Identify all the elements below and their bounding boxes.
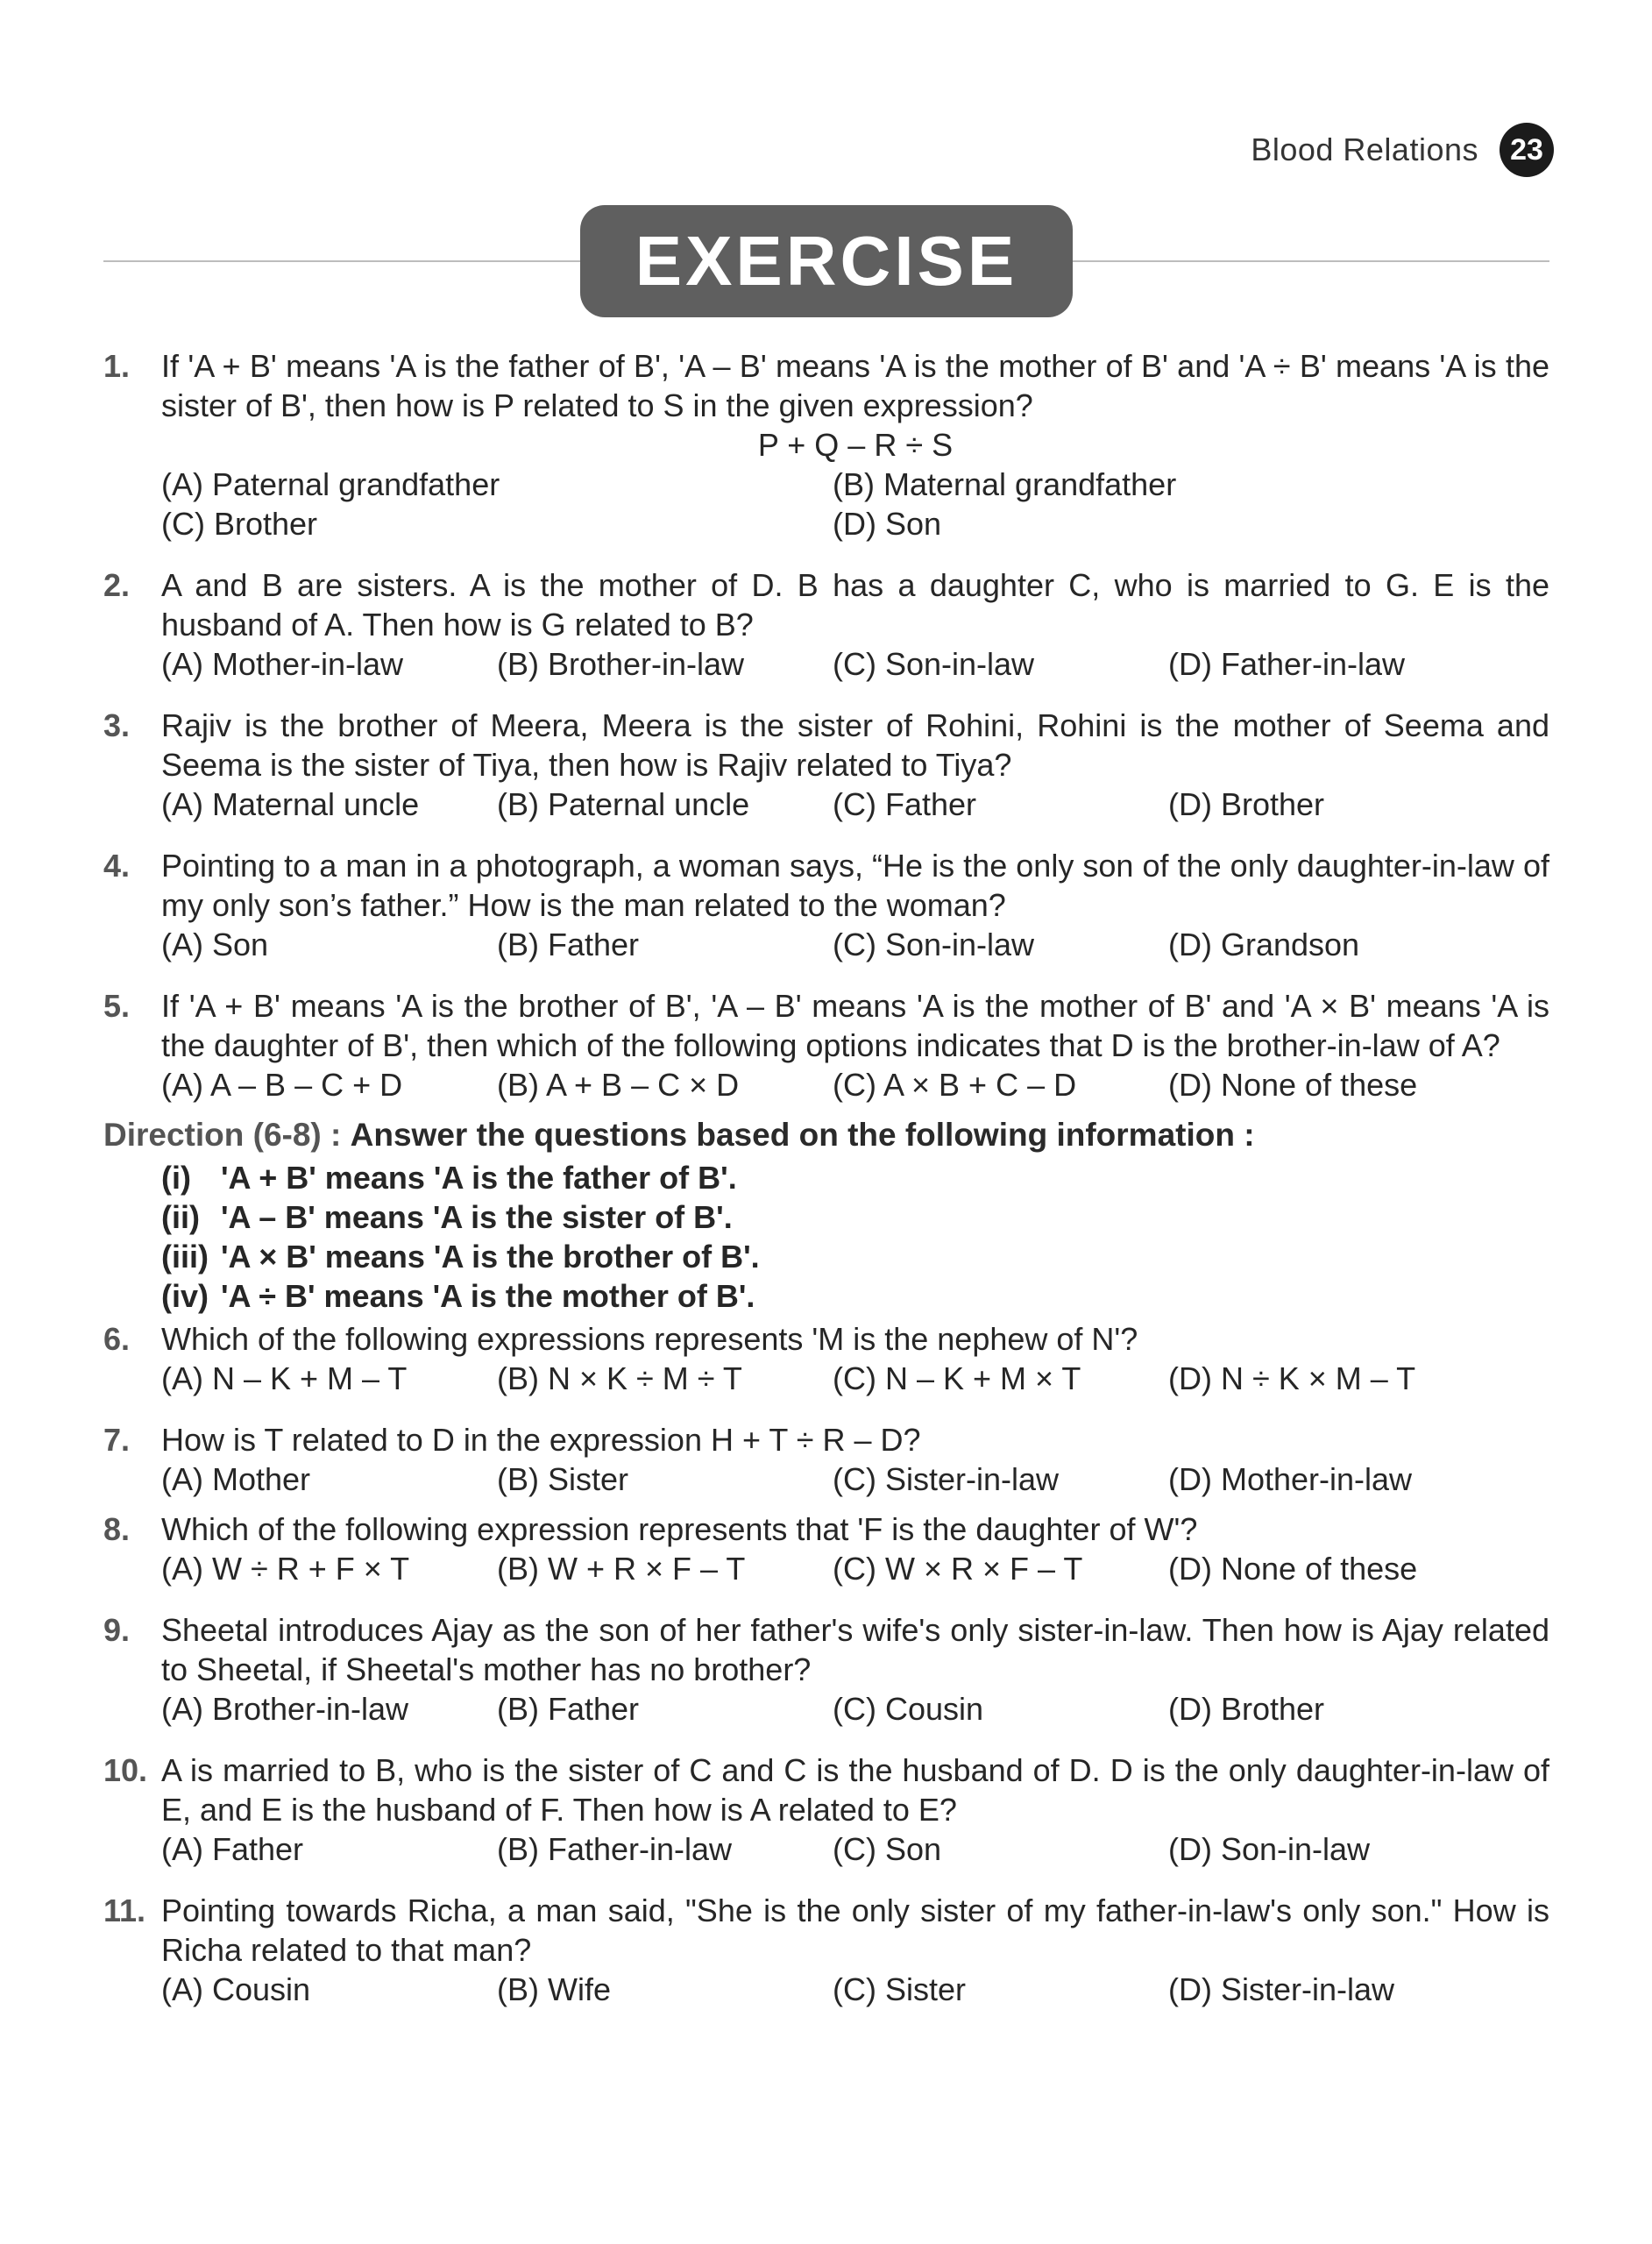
- option-a[interactable]: (A) Paternal grandfather: [161, 466, 500, 502]
- option-c[interactable]: (C) Son-in-law: [833, 927, 1035, 962]
- rule-item: [161, 1197, 1549, 1237]
- options: [161, 1065, 1549, 1104]
- question-4: [103, 846, 1549, 964]
- option-a[interactable]: (A) Son: [161, 927, 269, 962]
- option-c[interactable]: (C) Son: [833, 1831, 942, 1867]
- option-b[interactable]: (B) Maternal grandfather: [833, 466, 1177, 502]
- question-expression: P + Q – R ÷ S: [757, 427, 954, 463]
- option-d[interactable]: (D) N ÷ K × M – T: [1168, 1360, 1416, 1396]
- question-8: [103, 1509, 1549, 1588]
- option-c[interactable]: (C) Son-in-law: [833, 646, 1035, 682]
- rule-item: [161, 1158, 1549, 1197]
- question-3: [103, 706, 1549, 824]
- exercise-content: [103, 346, 1549, 2031]
- option-c[interactable]: (C) Sister: [833, 1971, 966, 2007]
- option-d[interactable]: (D) Brother: [1168, 1691, 1325, 1727]
- option-d[interactable]: (D) Brother: [1168, 786, 1325, 822]
- page-header: [1251, 123, 1554, 177]
- option-c[interactable]: (C) N – K + M × T: [833, 1360, 1081, 1396]
- options: [161, 1359, 1549, 1398]
- rule-number: (iv): [161, 1278, 209, 1314]
- option-c[interactable]: (C) A × B + C – D: [833, 1067, 1077, 1103]
- question-text: A is married to B, who is the sister of C and C is the husband of D. D is the only daughter-in-law of E, and E is the husband of F. Then how is A related to E?: [161, 1752, 1549, 1828]
- option-b[interactable]: (B) A + B – C × D: [497, 1067, 740, 1103]
- rule-text: 'A + B' means 'A is the father of B'.: [221, 1160, 737, 1196]
- option-c[interactable]: (C) Brother: [161, 506, 318, 542]
- options: [161, 1549, 1549, 1588]
- question-number: 3.: [103, 707, 131, 743]
- question-number: 7.: [103, 1422, 131, 1458]
- rule-number: (i): [161, 1160, 191, 1196]
- option-b[interactable]: (B) Paternal uncle: [497, 786, 750, 822]
- option-b[interactable]: (B) Father: [497, 927, 640, 962]
- option-b[interactable]: (B) Sister: [497, 1461, 629, 1497]
- option-d[interactable]: (D) Son: [833, 506, 942, 542]
- option-b[interactable]: (B) W + R × F – T: [497, 1551, 746, 1587]
- options: [161, 465, 1549, 543]
- direction-rules: [103, 1158, 1549, 1316]
- question-7: [103, 1420, 1549, 1499]
- option-a[interactable]: (A) A – B – C + D: [161, 1067, 403, 1103]
- option-a[interactable]: (A) Maternal uncle: [161, 786, 420, 822]
- option-c[interactable]: (C) Cousin: [833, 1691, 984, 1727]
- option-c[interactable]: (C) Father: [833, 786, 977, 822]
- question-text: If 'A + B' means 'A is the brother of B', 'A – B' means 'A is the mother of B' and 'A × B' means 'A is the daughter of B', then which of the following options indicates that D is the brother-in-law of A?: [161, 988, 1549, 1063]
- options: [161, 644, 1549, 684]
- rule-number: (ii): [161, 1199, 200, 1235]
- rule-text: 'A × B' means 'A is the brother of B'.: [221, 1239, 760, 1275]
- question-2: [103, 565, 1549, 684]
- option-b[interactable]: (B) Father: [497, 1691, 640, 1727]
- direction-text: Answer the questions based on the following information :: [350, 1117, 1255, 1153]
- options: [161, 1970, 1549, 2009]
- question-text: Pointing to a man in a photograph, a woman says, “He is the only son of the only daughter-in-law of my only son’s father.” How is the man related to the woman?: [161, 848, 1549, 923]
- question-number: 8.: [103, 1511, 131, 1547]
- option-b[interactable]: (B) Brother-in-law: [497, 646, 745, 682]
- page-number-badge: 23: [1500, 123, 1554, 177]
- question-6: [103, 1319, 1549, 1398]
- direction-label: Direction (6-8) :: [103, 1117, 342, 1153]
- option-d[interactable]: (D) Son-in-law: [1168, 1831, 1371, 1867]
- option-a[interactable]: (A) Cousin: [161, 1971, 311, 2007]
- question-text: How is T related to D in the expression H + T ÷ R – D?: [161, 1422, 921, 1458]
- option-b[interactable]: (B) Father-in-law: [497, 1831, 733, 1867]
- question-text: If 'A + B' means 'A is the father of B', 'A – B' means 'A is the mother of B' and 'A ÷ B' means 'A is the sister of B', then how is P related to S in the given expression?: [161, 348, 1549, 423]
- chapter-title: Blood Relations: [1251, 131, 1478, 167]
- question-text: Which of the following expressions represents 'M is the nephew of N'?: [161, 1321, 1138, 1357]
- question-text: Rajiv is the brother of Meera, Meera is the sister of Rohini, Rohini is the mother of Seema and Seema is the sister of Tiya, then how is Rajiv related to Tiya?: [161, 707, 1549, 783]
- options: [161, 1459, 1549, 1499]
- question-9: [103, 1610, 1549, 1729]
- option-a[interactable]: (A) Father: [161, 1831, 304, 1867]
- options: [161, 785, 1549, 824]
- option-d[interactable]: (D) Sister-in-law: [1168, 1971, 1395, 2007]
- exercise-banner: EXERCISE: [580, 205, 1073, 317]
- option-d[interactable]: (D) None of these: [1168, 1067, 1418, 1103]
- question-number: 2.: [103, 567, 131, 603]
- question-1: [103, 346, 1549, 543]
- option-a[interactable]: (A) Brother-in-law: [161, 1691, 409, 1727]
- rule-text: 'A – B' means 'A is the sister of B'.: [221, 1199, 733, 1235]
- option-d[interactable]: (D) None of these: [1168, 1551, 1418, 1587]
- question-number: 1.: [103, 348, 131, 384]
- option-b[interactable]: (B) N × K ÷ M ÷ T: [497, 1360, 742, 1396]
- question-number: 11.: [103, 1892, 146, 1928]
- question-number: 9.: [103, 1612, 131, 1648]
- question-text: Sheetal introduces Ajay as the son of her father's wife's only sister-in-law. Then how is Ajay related to Sheetal, if Sheetal's mother has no brother?: [161, 1612, 1549, 1687]
- option-d[interactable]: (D) Mother-in-law: [1168, 1461, 1413, 1497]
- option-a[interactable]: (A) Mother-in-law: [161, 646, 404, 682]
- question-number: 10.: [103, 1752, 148, 1788]
- option-c[interactable]: (C) Sister-in-law: [833, 1461, 1060, 1497]
- rule-item: [161, 1276, 1549, 1316]
- question-text: Pointing towards Richa, a man said, "She is the only sister of my father-in-law's only son." How is Richa related to that man?: [161, 1892, 1549, 1968]
- option-a[interactable]: (A) Mother: [161, 1461, 311, 1497]
- question-number: 4.: [103, 848, 131, 884]
- options: [161, 1689, 1549, 1729]
- question-10: [103, 1750, 1549, 1869]
- question-number: 5.: [103, 988, 131, 1024]
- question-5: [103, 986, 1549, 1104]
- direction-heading: [103, 1115, 1549, 1154]
- option-c[interactable]: (C) W × R × F – T: [833, 1551, 1083, 1587]
- option-a[interactable]: (A) N – K + M – T: [161, 1360, 408, 1396]
- options: [161, 925, 1549, 964]
- option-d[interactable]: (D) Father-in-law: [1168, 646, 1406, 682]
- rule-number: (iii): [161, 1239, 209, 1275]
- rule-text: 'A ÷ B' means 'A is the mother of B'.: [221, 1278, 755, 1314]
- option-b[interactable]: (B) Wife: [497, 1971, 611, 2007]
- question-text: A and B are sisters. A is the mother of D. B has a daughter C, who is married to G. E is the husband of A. Then how is G related to B?: [161, 567, 1549, 643]
- option-a[interactable]: (A) W ÷ R + F × T: [161, 1551, 410, 1587]
- option-d[interactable]: (D) Grandson: [1168, 927, 1360, 962]
- rule-item: [161, 1237, 1549, 1276]
- question-text: Which of the following expression represents that 'F is the daughter of W'?: [161, 1511, 1198, 1547]
- options: [161, 1829, 1549, 1869]
- question-number: 6.: [103, 1321, 131, 1357]
- question-11: [103, 1891, 1549, 2009]
